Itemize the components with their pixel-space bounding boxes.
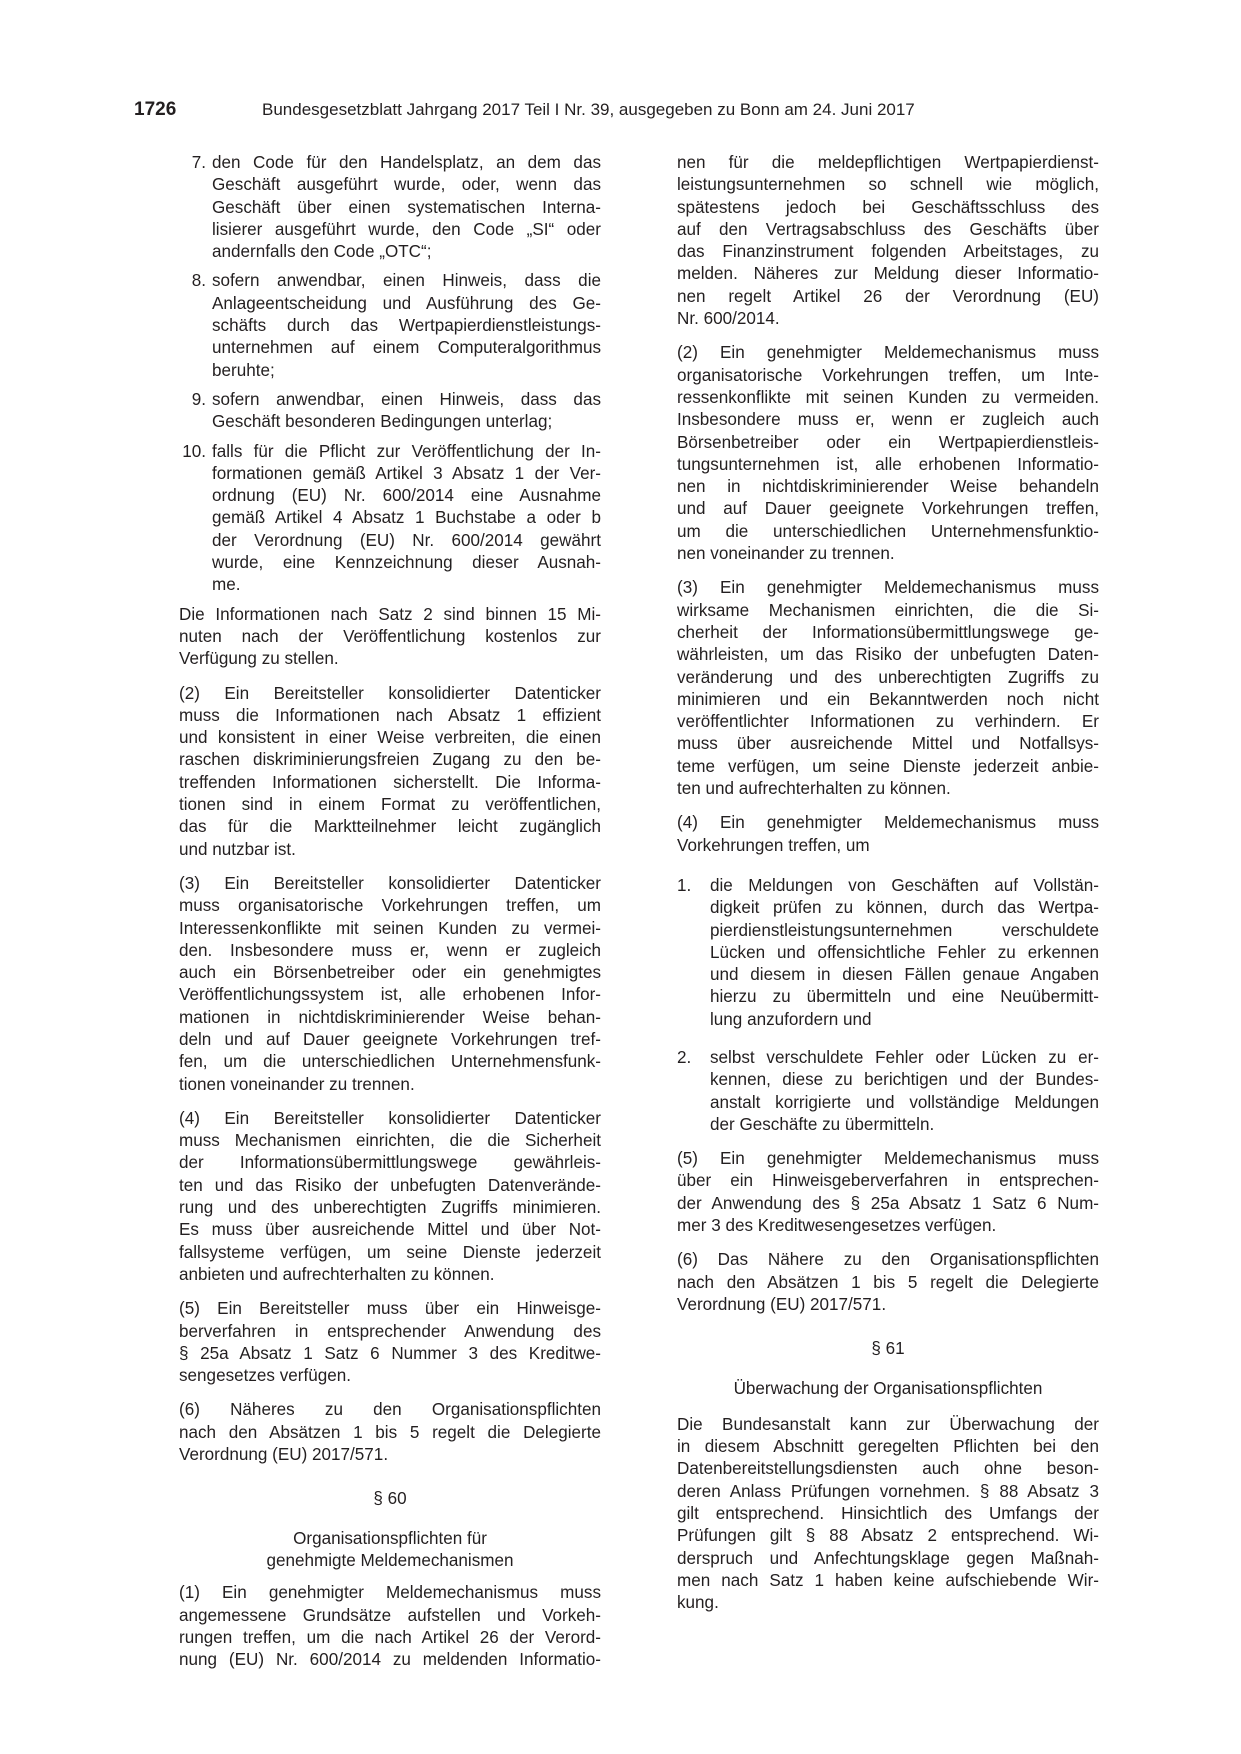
section-title-line: genehmigte Meldemechanismen [266, 1550, 514, 1570]
text-line: berverfahren in entsprechender Anwendung des [179, 1321, 601, 1341]
text-line: (2) Ein genehmigter Meldemechanismus muss [677, 343, 1099, 363]
text-line: nuten nach der Veröffentlichung kostenlos zur [179, 626, 601, 646]
text-line: spätestens jedoch bei Geschäftsschluss des [677, 197, 1099, 217]
text-line: raschen diskriminierungsfreien Zugang zu den be- [179, 750, 601, 770]
text-line: der Informationsübermittlungswege gewährleis- [179, 1153, 601, 1173]
paragraph-6 [179, 1399, 601, 1466]
section-60-paragraph-6 [677, 1249, 1099, 1316]
section-symbol: § 60 [373, 1489, 407, 1509]
text-line: Die Bundesanstalt kann zur Überwachung der [677, 1414, 1099, 1434]
text-line: cherheit der Informationsübermittlungswege ge- [677, 622, 1099, 642]
text-line: lung anzufordern und [710, 1009, 872, 1029]
text-line: währleisten, um das Risiko der unbefugten Daten- [677, 645, 1099, 665]
paragraph-3 [179, 873, 601, 1096]
text-line: leistungsunternehmen so schnell wie möglich, [677, 175, 1099, 195]
text-line: das Finanzinstrument folgenden Arbeitstages, zu [677, 242, 1099, 262]
text-line: schäfts durch das Wertpapierdienstleistungs- [212, 316, 601, 336]
text-line: Geschäft über einen systematischen Interna- [212, 197, 601, 217]
text-line: gemäß Artikel 4 Absatz 1 Buchstabe a oder b [212, 508, 601, 528]
text-line: die Meldungen von Geschäften auf Vollstän- [710, 875, 1099, 895]
list-number: 1. [677, 875, 692, 895]
text-line: nach den Absätzen 1 bis 5 regelt die Delegierte [179, 1422, 601, 1442]
list-item-8 [179, 270, 601, 381]
text-line: der Geschäfte zu übermitteln. [710, 1114, 935, 1134]
text-line: Insbesondere muss er, wenn er zugleich auch [677, 410, 1099, 430]
section-60-number [179, 1488, 601, 1510]
text-line: (3) Ein Bereitsteller konsolidierter Datenticker [179, 873, 601, 893]
text-line: Geschäft besonderen Bedingungen unterlag; [212, 412, 553, 432]
text-line: Vorkehrungen treffen, um [677, 835, 870, 855]
list-number: 9. [191, 389, 206, 409]
list-item-1 [677, 875, 1099, 1031]
list-item-text [212, 389, 601, 434]
right-column [677, 152, 1099, 1627]
section-title-line: Überwachung der Organisationspflichten [733, 1378, 1043, 1398]
paragraph-satz2 [179, 604, 601, 671]
text-line: Verordnung (EU) 2017/571. [677, 1294, 887, 1314]
text-line: (6) Näheres zu den Organisationspflichten [179, 1400, 601, 1420]
text-line: falls für die Pflicht zur Veröffentlichung der In- [212, 441, 601, 461]
list-item-text [212, 152, 601, 263]
text-line: Lücken und offensichtliche Fehler zu erkennen [710, 942, 1099, 962]
text-line: Interessenkonflikte mit seinen Kunden zu vermei- [179, 918, 601, 938]
list-number: 2. [677, 1047, 692, 1067]
text-line: ressenkonflikte mit seinen Kunden zu vermeiden. [677, 387, 1099, 407]
text-line: digkeit prüfen zu können, durch das Wertpa- [710, 898, 1099, 918]
text-line: Datenbereitstellungsdiensten auch ohne beson- [677, 1459, 1099, 1479]
text-line: unternehmen auf einem Computeralgorithmus [212, 338, 601, 358]
text-line: mationen in nichtdiskriminierender Weise behan- [179, 1007, 601, 1027]
text-line: Verordnung (EU) 2017/571. [179, 1445, 389, 1465]
text-line: angemessene Grundsätze aufstellen und Vorkeh- [179, 1605, 601, 1625]
list-item-10 [179, 441, 601, 597]
list-item-text [212, 441, 601, 597]
text-line: mer 3 des Kreditwesengesetzes verfügen. [677, 1216, 997, 1236]
text-line: und nutzbar ist. [179, 839, 296, 859]
text-line: muss die Informationen nach Absatz 1 effizient [179, 705, 601, 725]
text-line: § 25a Absatz 1 Satz 6 Nummer 3 des Kreditwe- [179, 1343, 601, 1363]
text-line: wurde, eine Kennzeichnung dieser Ausnah- [212, 553, 601, 573]
text-line: muss organisatorische Vorkehrungen treffen, um [179, 896, 601, 916]
text-line: veröffentlichter Informationen zu verhindern. Er [677, 712, 1099, 732]
text-line: (4) Ein genehmigter Meldemechanismus muss [677, 813, 1099, 833]
list-item-2 [677, 1047, 1099, 1136]
text-line: das für die Marktteilnehmer leicht zugänglich [179, 817, 601, 837]
text-line: Prüfungen gilt § 88 Absatz 2 entsprechend. Wi- [677, 1526, 1099, 1546]
text-line: selbst verschuldete Fehler oder Lücken zu er- [710, 1047, 1099, 1067]
text-line: wirksame Mechanismen einrichten, die die Si- [677, 600, 1099, 620]
text-line: men nach Satz 1 haben keine aufschiebende Wir- [677, 1570, 1099, 1590]
text-line: Börsenbetreiber oder ein Wertpapierdienstleis- [677, 432, 1099, 452]
text-line: und konsistent in einer Weise verbreiten, die einen [179, 728, 601, 748]
text-line: rung und des unberechtigten Zugriffs minimieren. [179, 1198, 601, 1218]
text-line: deln und auf Dauer geeignete Vorkehrungen tref- [179, 1029, 601, 1049]
text-line: teme verfügen, um seine Dienste jederzeit anbie- [677, 756, 1099, 776]
text-line: sofern anwendbar, einen Hinweis, dass die [212, 271, 601, 291]
text-line: den Code für den Handelsplatz, an dem das [212, 153, 601, 172]
list-item-7 [179, 152, 601, 263]
text-line: hierzu zu übermitteln und eine Neuübermitt- [710, 987, 1099, 1007]
text-line: nach den Absätzen 1 bis 5 regelt die Delegierte [677, 1272, 1099, 1292]
text-line: ten und aufrechterhalten zu können. [677, 779, 951, 799]
text-line: der Anwendung des § 25a Absatz 1 Satz 6 Num- [677, 1193, 1099, 1213]
text-line: und auf Dauer geeignete Vorkehrungen treffen, [677, 499, 1099, 519]
text-line: rungen treffen, um die nach Artikel 26 der Verord- [179, 1627, 601, 1647]
text-line: tionen voneinander zu trennen. [179, 1074, 415, 1094]
text-line: in diesem Abschnitt geregelten Pflichten bei den [677, 1437, 1099, 1457]
text-line: formationen gemäß Artikel 3 Absatz 1 der Ver- [212, 463, 601, 483]
section-symbol: § 61 [871, 1339, 905, 1359]
text-line: me. [212, 575, 241, 595]
text-line: der Verordnung (EU) Nr. 600/2014 gewährt [212, 530, 601, 550]
text-line: anbieten und aufrechterhalten zu können. [179, 1264, 495, 1284]
text-line: über ein Hinweisgeberverfahren in entsprechen- [677, 1171, 1099, 1191]
text-line: beruhte; [212, 360, 275, 380]
text-line: tionen sind in einem Format zu veröffentlichen, [179, 795, 601, 815]
text-line: anstalt korrigierte und vollständige Meldungen [710, 1092, 1099, 1112]
list-item-text [710, 1047, 1099, 1136]
section-60-title [179, 1528, 601, 1573]
section-60-paragraph-1-continued [677, 152, 1099, 330]
section-60-paragraph-5 [677, 1148, 1099, 1237]
text-line: ten und das Risiko der unbefugten Datenverände- [179, 1175, 601, 1195]
text-line: muss Mechanismen einrichten, die die Sicherheit [179, 1131, 601, 1151]
list-item-text [212, 270, 601, 381]
text-line: auf den Vertragsabschluss des Geschäfts über [677, 219, 1099, 239]
text-line: (3) Ein genehmigter Meldemechanismus muss [677, 578, 1099, 598]
section-60-paragraph-1 [179, 1582, 601, 1671]
section-61-title [677, 1378, 1099, 1400]
text-line: nen regelt Artikel 26 der Verordnung (EU) [677, 286, 1099, 306]
section-60-paragraph-4 [677, 812, 1099, 857]
text-line: den. Insbesondere muss er, wenn er zugleich [179, 940, 601, 960]
section-title-line: Organisationspflichten für [293, 1528, 487, 1548]
text-line: (4) Ein Bereitsteller konsolidierter Datenticker [179, 1108, 601, 1128]
text-line: nen für die meldepflichtigen Wertpapierdienst- [677, 153, 1099, 172]
section-60-paragraph-2 [677, 342, 1099, 565]
paragraph-4 [179, 1108, 601, 1286]
text-line: sofern anwendbar, einen Hinweis, dass das [212, 389, 601, 409]
text-line: ordnung (EU) Nr. 600/2014 eine Ausnahme [212, 486, 601, 506]
text-line: Es muss über ausreichende Mittel und über Not- [179, 1220, 601, 1240]
list-number: 7. [191, 153, 206, 172]
page-header [134, 99, 1094, 125]
list-item-9 [179, 389, 601, 434]
list-number: 8. [191, 271, 206, 291]
text-line: lisierer ausgeführt wurde, den Code „SI“ oder [212, 219, 601, 239]
gazette-title: Bundesgesetzblatt Jahrgang 2017 Teil I Nr. 39, ausgegeben zu Bonn am 24. Juni 2017 [262, 100, 915, 119]
paragraph-2 [179, 683, 601, 861]
page-number: 1726 [134, 99, 177, 120]
text-line: Verfügung zu stellen. [179, 649, 339, 669]
text-line: (1) Ein genehmigter Meldemechanismus muss [179, 1583, 601, 1603]
text-line: tungsunternehmen ist, alle erhobenen Informatio- [677, 454, 1099, 474]
list-item-text [710, 875, 1099, 1031]
text-line: derspruch und Anfechtungsklage gegen Maßnah- [677, 1548, 1099, 1568]
text-line: Nr. 600/2014. [677, 309, 780, 329]
text-line: pierdienstleistungsunternehmen verschuldete [710, 920, 1099, 940]
text-line: muss über ausreichende Mittel und Notfallsys- [677, 734, 1099, 754]
text-line: fallsysteme verfügen, um seine Dienste jederzeit [179, 1242, 601, 1262]
text-line: nen in nichtdiskriminierender Weise behandeln [677, 477, 1099, 497]
text-line: auch ein Börsenbetreiber oder ein genehmigtes [179, 963, 601, 983]
text-line: treffenden Informationen sicherstellt. Die Informa- [179, 772, 601, 792]
text-line: Geschäft ausgeführt wurde, oder, wenn das [212, 175, 601, 195]
text-line: kennen, diese zu berichtigen und der Bundes- [710, 1070, 1099, 1090]
text-line: kung. [677, 1593, 719, 1613]
text-line: (5) Ein genehmigter Meldemechanismus muss [677, 1149, 1099, 1169]
section-61-paragraph [677, 1414, 1099, 1615]
text-line: Anlageentscheidung und Ausführung des Ge- [212, 293, 601, 313]
section-60-paragraph-3 [677, 577, 1099, 800]
list-number: 10. [182, 441, 206, 461]
text-line: fen, um die unterschiedlichen Unternehmensfunk- [179, 1052, 601, 1072]
left-column [179, 152, 601, 1683]
text-line: sengesetzes verfügen. [179, 1366, 351, 1386]
text-line: andernfalls den Code „OTC“; [212, 242, 432, 262]
text-line: nung (EU) Nr. 600/2014 zu meldenden Informatio- [179, 1650, 601, 1670]
text-line: veränderung und des unberechtigten Zugriffs zu [677, 667, 1099, 687]
text-line: Veröffentlichungssystem ist, alle erhobenen Infor- [179, 985, 601, 1005]
text-line: nen voneinander zu trennen. [677, 544, 895, 564]
text-line: deren Anlass Prüfungen vornehmen. § 88 Absatz 3 [677, 1481, 1099, 1501]
text-line: (6) Das Nähere zu den Organisationspflichten [677, 1250, 1099, 1270]
text-line: Die Informationen nach Satz 2 sind binnen 15 Mi- [179, 604, 601, 624]
text-line: (2) Ein Bereitsteller konsolidierter Datenticker [179, 683, 601, 703]
text-line: organisatorische Vorkehrungen treffen, um Inte- [677, 365, 1099, 385]
text-line: um die unterschiedlichen Unternehmensfunktio- [677, 521, 1099, 541]
section-61-number [677, 1338, 1099, 1360]
text-line: gilt entsprechend. Hinsichtlich des Umfangs der [677, 1504, 1099, 1524]
paragraph-5 [179, 1298, 601, 1387]
text-line: (5) Ein Bereitsteller muss über ein Hinweisge- [179, 1299, 601, 1319]
text-line: und diesem in diesen Fällen genaue Angaben [710, 965, 1099, 985]
text-line: melden. Näheres zur Meldung dieser Informatio- [677, 264, 1099, 284]
text-line: minimieren und ein Bekanntwerden noch nicht [677, 689, 1099, 709]
